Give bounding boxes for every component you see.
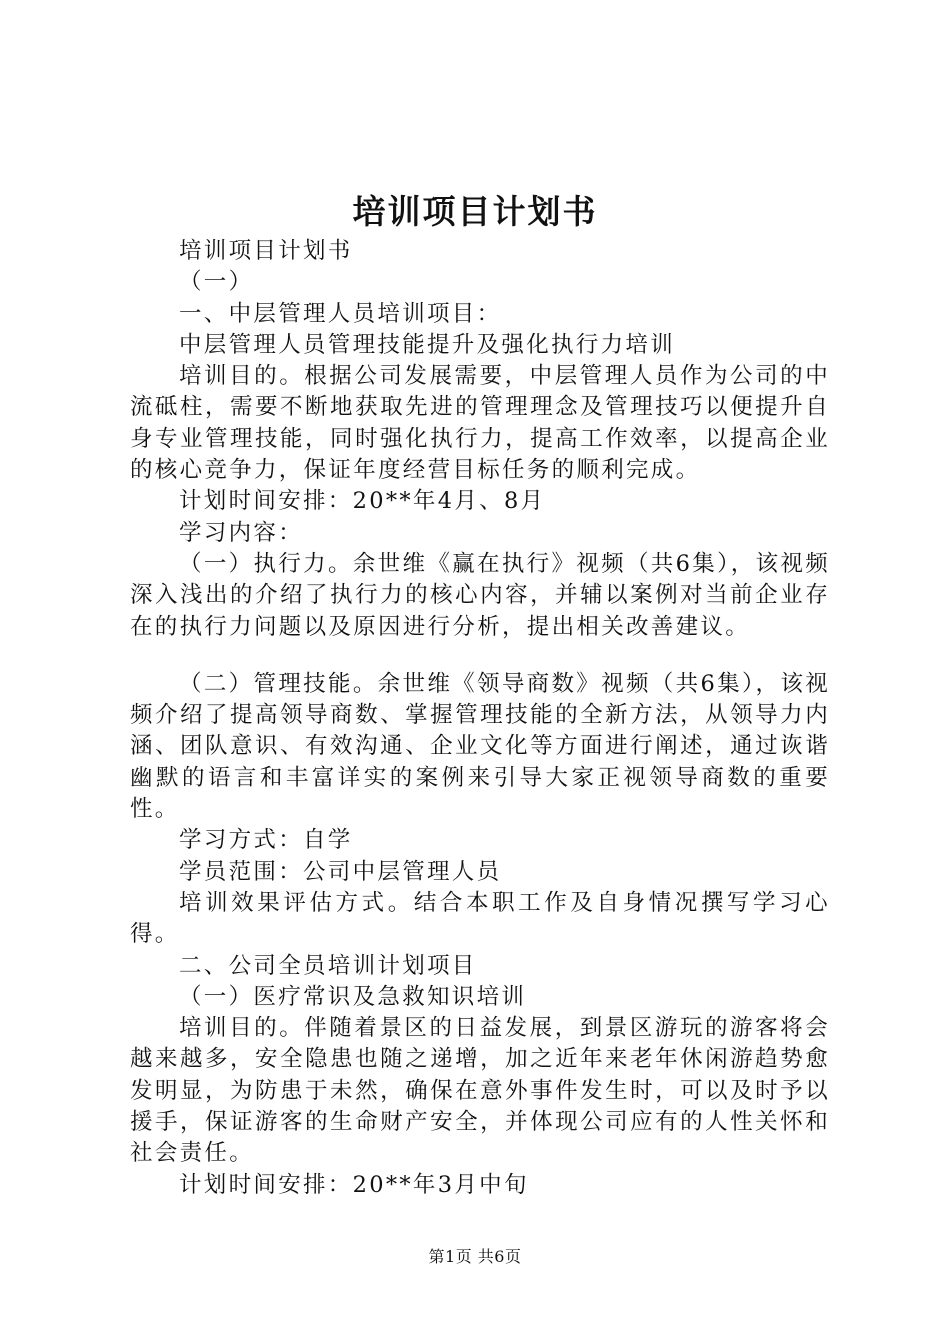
paragraph-course-title: 中层管理人员管理技能提升及强化执行力培训 <box>179 331 676 358</box>
paragraph-heading: 培训项目计划书 <box>179 238 353 264</box>
paragraph-training-purpose-2: 培训目的。伴随着景区的日益发展，到景区游玩的游客将会越来越多，安全隐患也随之递增，加之近年来老年休闲游趋势愈发明显，为防患于未然，确保在意外事件发生时，可以及时予以援手，保证游客的生命财产安全，并体现公司应有的人性关怀和社会责任。 <box>130 1015 830 1167</box>
paragraph-trainee-scope: 学员范围：公司中层管理人员 <box>179 858 502 885</box>
paragraph-content-item-2: （二）管理技能。余世维《领导商数》视频（共6集），该视频介绍了提高领导商数、掌握管理技能的全新方法，从领导力内涵、团队意识、有效沟通、企业文化等方面进行阐述，通过诙谐幽默的语言和丰富详实的案例来引导大家正视领导商数的重要性。 <box>130 670 830 823</box>
document-body <box>130 236 830 1201</box>
paragraph-study-method: 学习方式：自学 <box>179 827 353 854</box>
paragraph-schedule-2: 计划时间安排：20**年3月中旬 <box>179 1171 529 1198</box>
paragraph-evaluation: 培训效果评估方式。结合本职工作及自身情况撰写学习心得。 <box>130 889 830 948</box>
paragraph-content-item-1: （一）执行力。余世维《赢在执行》视频（共6集），该视频深入浅出的介绍了执行力的核心内容，并辅以案例对当前企业存在的执行力问题以及原因进行分析，提出相关改善建议。 <box>130 550 830 640</box>
paragraph-gap <box>130 643 830 669</box>
page-number-footer: 第1页 共6页 <box>428 1247 522 1266</box>
paragraph-section-marker: （一） <box>179 269 254 296</box>
paragraph-training-purpose: 培训目的。根据公司发展需要，中层管理人员作为公司的中流砥柱，需要不断地获取先进的管理理念及管理技巧以便提升自身专业管理技能，同时强化执行力，提高工作效率，以提高企业的核心竞争力，保证年度经营目标任务的顺利完成。 <box>130 363 830 484</box>
paragraph-course-title-2: （一）医疗常识及急救知识培训 <box>179 983 527 1010</box>
paragraph-section-2-heading: 二、公司全员培训计划项目 <box>179 952 477 979</box>
paragraph-schedule: 计划时间安排：20**年4月、8月 <box>179 488 546 515</box>
document-title: 培训项目计划书 <box>352 192 598 231</box>
paragraph-section-1-heading: 一、中层管理人员培训项目： <box>179 300 502 327</box>
paragraph-content-heading: 学习内容： <box>179 519 304 546</box>
